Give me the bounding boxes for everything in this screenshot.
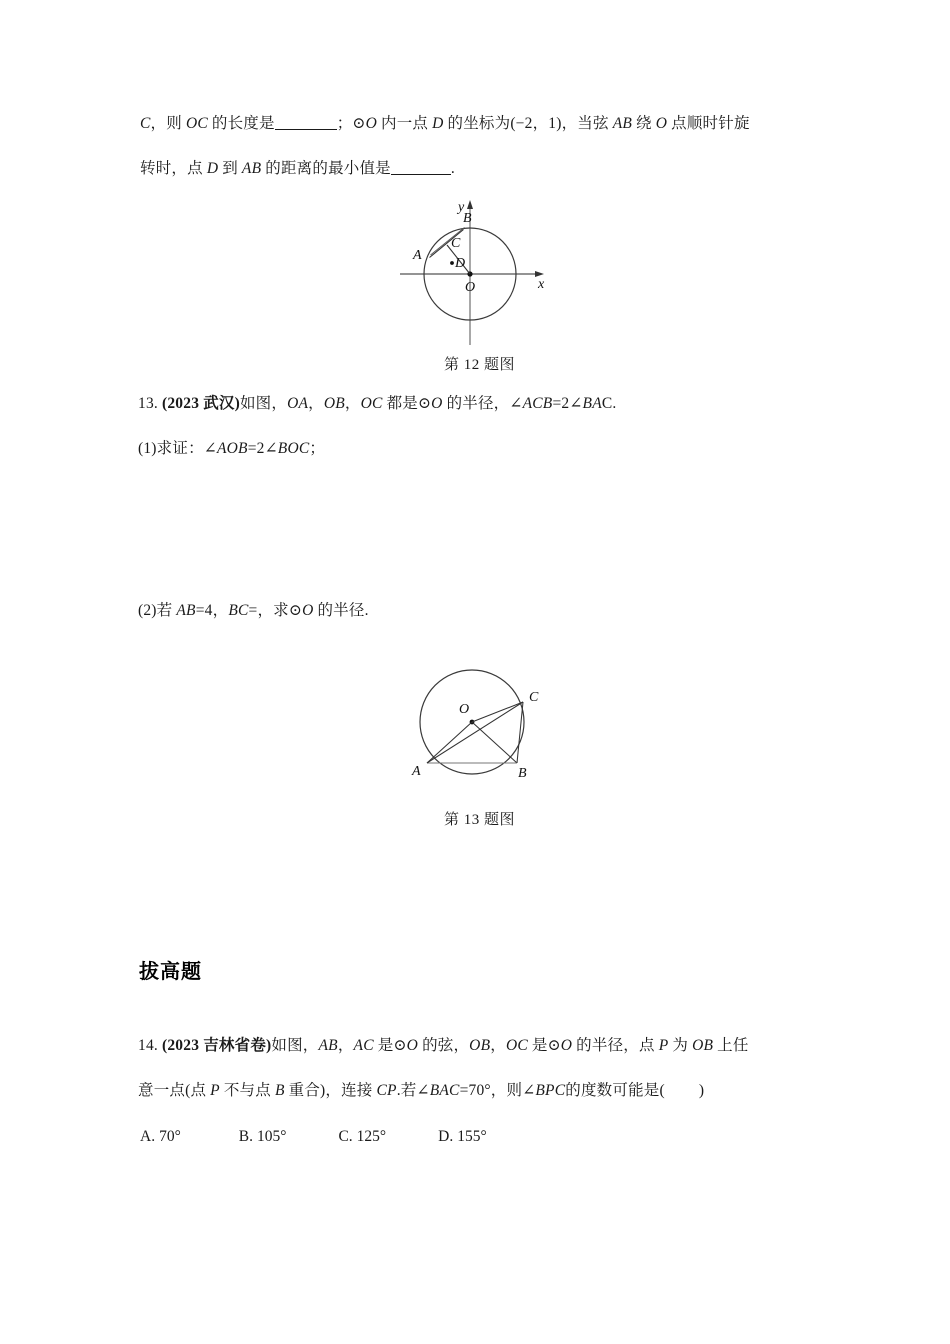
text-then: ，则 <box>150 115 182 132</box>
option-a[interactable] <box>140 1128 181 1146</box>
math-AB-3: AB <box>176 602 196 619</box>
p14-if-angle: .若∠ <box>396 1082 430 1099</box>
p14-any-point: 意一点(点 <box>138 1082 207 1099</box>
option-c-value: 125° <box>356 1128 387 1145</box>
math-OC-2: OC <box>360 395 383 412</box>
math-OA: OA <box>287 395 309 412</box>
svg-text:x: x <box>538 277 545 292</box>
svg-text:C: C <box>529 690 539 705</box>
p13-eq-2: =2∠ <box>247 440 278 457</box>
p13-eq-4: =4， <box>195 602 229 619</box>
math-BAC: BAC <box>429 1082 460 1099</box>
problem14-source: (2023 吉林省卷) <box>161 1037 272 1054</box>
p14-are-radii-of: 是⊙ <box>531 1037 561 1054</box>
problem13-source: (2023 武汉) <box>161 395 240 412</box>
problem12-line-1 <box>140 116 750 132</box>
math-D-2: D <box>206 160 219 177</box>
p14-comma-1: ， <box>337 1037 354 1054</box>
math-AB-4: AB <box>318 1037 338 1054</box>
option-d-value: 155° <box>457 1128 487 1145</box>
p13-if-label: (2)若 <box>138 602 173 619</box>
math-BC: BC <box>228 602 249 619</box>
problem14-number: 14. <box>138 1037 158 1054</box>
text-clockwise-rotate: 点顺时针旋 <box>671 115 750 132</box>
math-AB-2: AB <box>241 160 262 177</box>
text-coordinates: 的坐标为(−2，1)，当弦 <box>447 115 609 132</box>
p14-on: 为 <box>672 1037 689 1054</box>
problem12-line-2 <box>140 161 455 177</box>
p13-prove-label: (1)求证：∠ <box>138 440 217 457</box>
svg-text:y: y <box>458 200 465 215</box>
option-b[interactable] <box>239 1128 287 1146</box>
option-c[interactable] <box>338 1128 386 1146</box>
problem13-part-2 <box>138 603 369 619</box>
math-C-end: C. <box>601 395 617 412</box>
p13-comma-2: ， <box>344 395 361 412</box>
problem13-part-1 <box>138 441 325 457</box>
figure-problem-13 <box>390 655 570 800</box>
p14-eq-70: =70°，则∠ <box>459 1082 536 1099</box>
p14-chord: 的弦， <box>422 1037 470 1054</box>
figure-problem-12 <box>380 195 580 355</box>
problem14-line-1 <box>138 1038 749 1054</box>
option-c-key: C. <box>338 1128 353 1145</box>
svg-text:B: B <box>518 766 527 781</box>
section-heading-advanced: 拔高题 <box>139 959 202 983</box>
problem13-stem <box>138 396 617 412</box>
option-a-value: 70° <box>159 1128 181 1145</box>
math-B-1: B <box>274 1082 285 1099</box>
p13-radius-of: 的半径，∠ <box>446 395 523 412</box>
svg-text:B: B <box>463 211 472 226</box>
math-AOB: AOB <box>216 440 248 457</box>
option-d[interactable] <box>438 1128 487 1146</box>
math-O-3: O <box>431 395 443 412</box>
svg-text:O: O <box>459 702 470 717</box>
p14-not-coincide: 不与点 <box>223 1082 271 1099</box>
text-length-is: 的长度是 <box>211 115 275 132</box>
p14-any-point-tail: 上任 <box>717 1037 749 1054</box>
math-P-2: P <box>210 1082 220 1099</box>
svg-text:D: D <box>455 256 466 271</box>
math-AB-1: AB <box>612 115 633 132</box>
option-d-key: D. <box>438 1128 454 1145</box>
option-b-value: 105° <box>257 1128 287 1145</box>
math-O-4: O <box>302 602 314 619</box>
p13-equals-2: =2∠ <box>552 395 583 412</box>
option-a-key: A. <box>140 1128 156 1145</box>
svg-text:A: A <box>413 248 422 263</box>
text-point-inside: 内一点 <box>381 115 429 132</box>
math-BA: BA <box>582 395 602 412</box>
p14-degrees-maybe: 的度数可能是( <box>565 1082 665 1099</box>
p14-connect: 重合)，连接 <box>288 1082 373 1099</box>
p13-all-are: 都是⊙ <box>386 395 432 412</box>
problem13-number: 13. <box>138 395 158 412</box>
p13-radius-tail: 的半径. <box>317 602 369 619</box>
option-b-key: B. <box>238 1128 253 1145</box>
figure-13-caption: 第 13 题图 <box>444 812 516 828</box>
p13-find-radius: =，求⊙ <box>248 602 303 619</box>
math-BOC: BOC <box>277 440 310 457</box>
math-O-6: O <box>560 1037 573 1054</box>
p14-are-chords-of: 是⊙ <box>377 1037 407 1054</box>
answer-blank-oc[interactable] <box>275 129 337 130</box>
math-OB-2: OB <box>469 1037 491 1054</box>
p14-as-shown: 如图， <box>271 1037 319 1054</box>
answer-blank-min-distance[interactable] <box>391 174 451 175</box>
p13-comma-1: ， <box>308 395 324 412</box>
math-OC-3: OC <box>505 1037 528 1054</box>
text-period-1: . <box>450 160 455 177</box>
math-CP: CP <box>376 1082 397 1099</box>
math-C: C <box>140 115 151 132</box>
math-BPC: BPC <box>535 1082 566 1099</box>
text-around: 绕 <box>636 115 652 132</box>
p13-semicolon: ； <box>309 440 326 457</box>
math-OC: OC <box>185 115 208 132</box>
p14-radius-point: 的半径，点 <box>576 1037 655 1054</box>
svg-text:C: C <box>451 236 461 251</box>
p13-as-shown: 如图， <box>239 395 288 412</box>
text-circle-o-interior: ；⊙ <box>336 115 366 132</box>
math-P-1: P <box>658 1037 669 1054</box>
p14-paren-close: ) <box>698 1082 705 1099</box>
math-AC: AC <box>353 1037 374 1054</box>
text-min-distance: 的距离的最小值是 <box>265 160 391 177</box>
text-when-rotating: 转时，点 <box>140 160 203 177</box>
math-D-1: D <box>432 115 444 132</box>
p14-comma-2: ， <box>490 1037 506 1054</box>
problem14-line-2 <box>138 1083 704 1099</box>
math-O-5: O <box>406 1037 419 1054</box>
figure-12-caption: 第 12 题图 <box>444 357 516 373</box>
svg-text:O: O <box>465 280 476 295</box>
problem14-options <box>140 1128 487 1146</box>
math-OB-1: OB <box>323 395 345 412</box>
svg-text:A: A <box>412 764 421 779</box>
text-to: 到 <box>222 160 238 177</box>
math-ACB: ACB <box>522 395 553 412</box>
math-O-1: O <box>365 115 377 132</box>
math-O-2: O <box>655 115 668 132</box>
math-OB-3: OB <box>692 1037 714 1054</box>
